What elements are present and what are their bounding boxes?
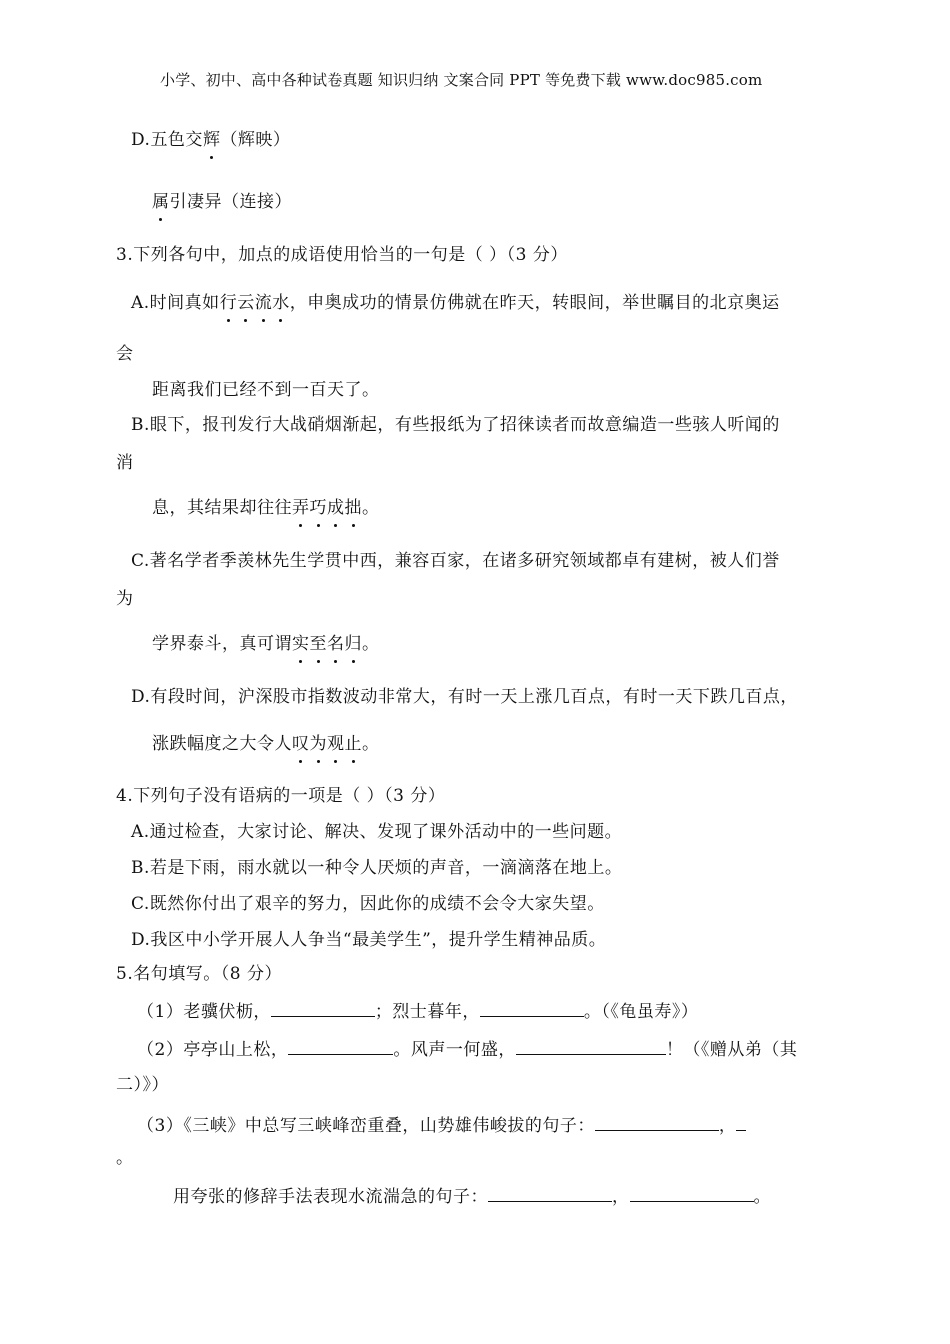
q3-option-c-line3 bbox=[152, 632, 380, 656]
q2-option-d bbox=[131, 128, 290, 152]
q2-option-d-dot-char: 辉 bbox=[202, 130, 221, 150]
q3-c-idiom-char: 名 bbox=[327, 634, 345, 654]
q3-option-b-line1: B.眼下，报刊发行大战硝烟渐起，有些报纸为了招徕读者而故意编造一些骇人听闻的 bbox=[131, 415, 780, 435]
q3-a-idiom-char: 流 bbox=[254, 293, 273, 313]
q3-d-idiom-char: 观 bbox=[327, 734, 345, 754]
q3-d-idiom-char: 为 bbox=[309, 734, 327, 754]
q5-item1-a: （1）老骥伏枥， bbox=[137, 1002, 271, 1022]
q5-item3-blank3[interactable] bbox=[488, 1183, 612, 1202]
q4-option-d: D.我区中小学开展人人争当“最美学生”，提升学生精神品质。 bbox=[131, 930, 607, 950]
q4-option-c: C.既然你付出了艰辛的努力，因此你的成绩不会令大家失望。 bbox=[131, 894, 605, 914]
q5-item2 bbox=[137, 1036, 797, 1062]
q3-a-idiom-char: 水 bbox=[272, 293, 290, 313]
q3-a-idiom-char: 云 bbox=[237, 293, 255, 313]
q5-item2-blank2[interactable] bbox=[516, 1036, 666, 1055]
q2-option-d-second bbox=[152, 190, 292, 214]
q5-stem: 5.名句填写。（8 分） bbox=[116, 964, 282, 984]
q3-option-a-line3: 距离我们已经不到一百天了。 bbox=[152, 380, 380, 400]
q5-item3-second bbox=[173, 1183, 771, 1209]
q3-c-idiom-char: 至 bbox=[309, 634, 327, 654]
q4-stem: 4.下列句子没有语病的一项是（ ）（3 分） bbox=[116, 786, 446, 806]
q2-option-d2-word-post: 引凄异 bbox=[169, 192, 222, 212]
q2-option-d2-dot-char: 属 bbox=[152, 192, 170, 212]
q3-b-post: 。 bbox=[362, 498, 380, 518]
q5-item3-blank1[interactable] bbox=[595, 1112, 719, 1131]
q5-item1-c: 。（《龟虽寿》） bbox=[583, 1002, 699, 1022]
q3-c-post: 。 bbox=[362, 634, 380, 654]
q3-b-pre: 息，其结果却往往 bbox=[152, 498, 292, 518]
page-header: 小学、初中、高中各种试卷真题 知识归纳 文案合同 PPT 等免费下载 www.doc985.com bbox=[160, 71, 763, 89]
q5-item3-e: ， bbox=[612, 1187, 630, 1207]
q3-option-c-line2: 为 bbox=[116, 589, 134, 609]
q3-stem: 3.下列各句中，加点的成语使用恰当的一句是（ ）（3 分） bbox=[116, 245, 568, 265]
q3-option-b-line2: 消 bbox=[116, 453, 134, 473]
q5-item2-a: （2）亭亭山上松， bbox=[137, 1040, 289, 1060]
q5-item2-blank1[interactable] bbox=[288, 1036, 393, 1055]
q3-option-a-line1 bbox=[131, 291, 780, 315]
q5-item2-c: ！（《赠从弟（其 bbox=[665, 1040, 798, 1060]
q5-item3-cont: 。 bbox=[116, 1148, 134, 1168]
q3-b-idiom-char: 巧 bbox=[309, 498, 327, 518]
q3-option-d-line1: D.有段时间，沪深股市指数波动非常大，有时一天上涨几百点，有时一天下跌几百点， bbox=[131, 687, 798, 707]
q5-item3-a: （3）《三峡》中总写三峡峰峦重叠，山势雄伟峻拔的句子： bbox=[137, 1116, 595, 1136]
q2-option-d2-meaning: （连接） bbox=[222, 192, 292, 212]
q3-c-idiom-char: 归 bbox=[344, 634, 362, 654]
q5-item2-cont: 二）》） bbox=[116, 1075, 169, 1095]
q5-item3-b: ， bbox=[718, 1116, 737, 1136]
q3-a-pre: A.时间真如 bbox=[131, 293, 220, 313]
q3-option-a-line2: 会 bbox=[116, 344, 134, 364]
q3-d-post: 。 bbox=[362, 734, 380, 754]
q2-option-d-meaning: （辉映） bbox=[220, 130, 291, 150]
q3-d-pre: 涨跌幅度之大令人 bbox=[152, 734, 292, 754]
q5-item3-blank4[interactable] bbox=[630, 1183, 754, 1202]
q5-item1-b: ；烈士暮年， bbox=[374, 1002, 480, 1022]
q4-option-a: A.通过检查，大家讨论、解决、发现了课外活动中的一些问题。 bbox=[131, 822, 623, 842]
q3-b-idiom-char: 弄 bbox=[292, 498, 310, 518]
q5-item3-d: 用夸张的修辞手法表现水流湍急的句子： bbox=[173, 1187, 488, 1207]
q2-option-d-label: D. bbox=[131, 130, 151, 150]
q3-b-idiom-char: 拙 bbox=[344, 498, 362, 518]
q5-item2-b: 。风声一何盛， bbox=[393, 1040, 516, 1060]
q3-d-idiom-char: 止 bbox=[344, 734, 362, 754]
q5-item1 bbox=[137, 998, 698, 1024]
q3-a-post: ，申奥成功的情景仿佛就在昨天，转眼间，举世瞩目的北京奥运 bbox=[289, 293, 780, 313]
q5-item1-blank1[interactable] bbox=[271, 998, 375, 1017]
q3-option-d-line2 bbox=[152, 732, 380, 756]
q3-a-idiom-char: 行 bbox=[219, 293, 238, 313]
q3-option-b-line3 bbox=[152, 496, 380, 520]
q5-item3 bbox=[137, 1112, 746, 1138]
q5-item1-blank2[interactable] bbox=[480, 998, 584, 1017]
q4-option-b: B.若是下雨，雨水就以一种令人厌烦的声音，一滴滴落在地上。 bbox=[131, 858, 623, 878]
q3-d-idiom-char: 叹 bbox=[292, 734, 310, 754]
q3-c-idiom-char: 实 bbox=[292, 634, 310, 654]
q3-option-c-line1: C.著名学者季羡林先生学贯中西，兼容百家，在诸多研究领域都卓有建树，被人们誉 bbox=[131, 551, 780, 571]
q3-c-pre: 学界泰斗，真可谓 bbox=[152, 634, 292, 654]
q5-item3-blank2[interactable] bbox=[736, 1112, 746, 1131]
q5-item3-f: 。 bbox=[753, 1187, 771, 1207]
q3-b-idiom-char: 成 bbox=[327, 498, 345, 518]
q2-option-d-word-pre: 五色交 bbox=[150, 130, 203, 150]
